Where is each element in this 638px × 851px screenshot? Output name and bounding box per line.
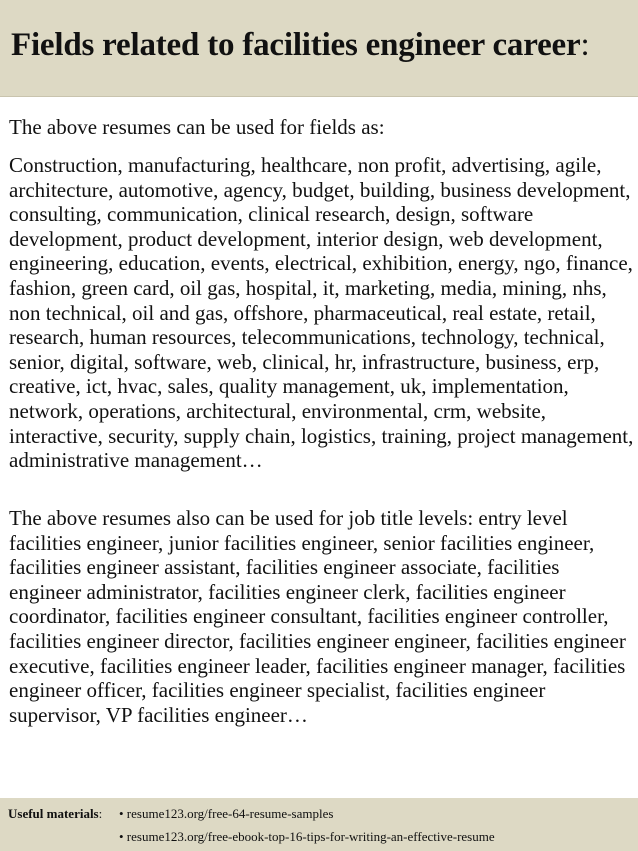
- header-band: [0, 0, 638, 97]
- footer-label-text: Useful materials: [8, 806, 99, 821]
- page-title-colon: :: [580, 27, 590, 63]
- page-title-text: Fields related to facilities engineer career: [11, 27, 581, 63]
- footer-label-colon: :: [98, 806, 103, 821]
- job-levels-paragraph: The above resumes also can be used for job title levels: entry level facilities engineer, junior facilities engineer, senior facilities engineer, facilities engineer assistant, facilities engineer associate, facilities engineer administrator, facilities engineer clerk, facilities engineer coordinator, facilities engineer consultant, facilities engineer controller, facilities engineer director, facilities engineer engineer, facilities engineer executive, facilities engineer leader, facilities engineer manager, facilities engineer officer, facilities engineer specialist, facilities engineer supervisor, VP facilities engineer…: [9, 506, 626, 727]
- fields-list-paragraph: Construction, manufacturing, healthcare, non profit, advertising, agile, architecture, automotive, agency, budget, building, business development, consulting, communication, clinical research, design, software development, product development, interior design, web development, engineering, education, events, electrical, exhibition, energy, ngo, finance, fashion, green card, oil gas, hospital, it, marketing, media, mining, nhs, non technical, oil and gas, offshore, pharmaceutical, real estate, retail, research, human resources, telecommunications, technology, technical, senior, digital, software, web, clinical, hr, infrastructure, business, erp, creative, ict, hvac, sales, quality management, uk, implementation, network, operations, architectural, environmental, crm, website, interactive, security, supply chain, logistics, training, project management, administrative management…: [9, 153, 634, 473]
- footer-label: [8, 806, 102, 822]
- page-title: [11, 27, 589, 64]
- footer-link-ebook-tips[interactable]: • resume123.org/free-ebook-top-16-tips-for-writing-an-effective-resume: [119, 829, 495, 844]
- footer-link-resume-samples[interactable]: • resume123.org/free-64-resume-samples: [119, 806, 334, 821]
- fields-intro: The above resumes can be used for fields as:: [9, 115, 385, 139]
- footer-band: [0, 798, 638, 851]
